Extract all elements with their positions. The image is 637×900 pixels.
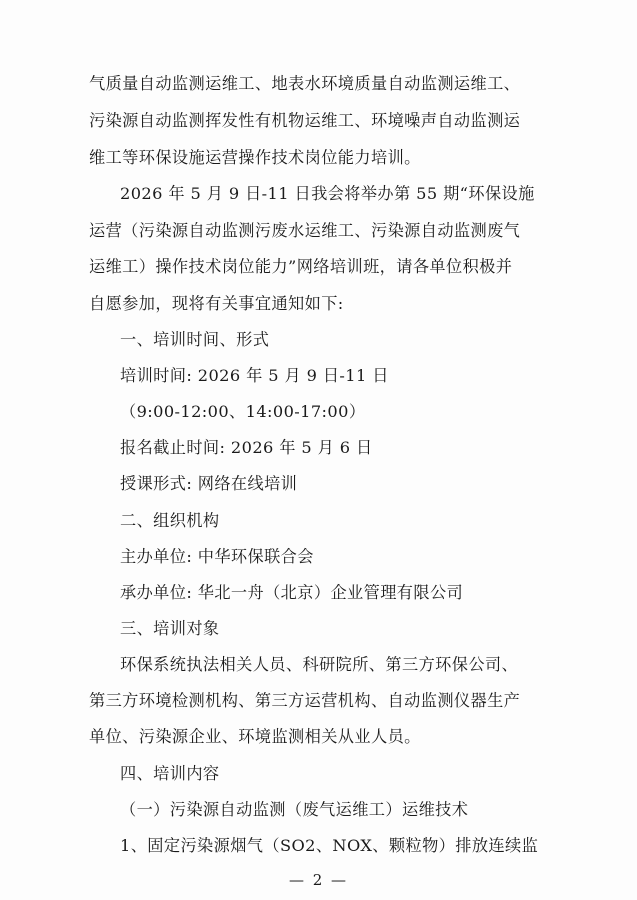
training-hours: （9:00-12:00、14:00-17:00） — [120, 402, 366, 421]
body-line-2: 污染源自动监测挥发性有机物运维工、环境噪声自动监测运 — [89, 111, 521, 130]
body-line-audience-1: 环保系统执法相关人员、科研院所、第三方环保公司、 — [120, 655, 519, 674]
body-line-audience-3: 单位、污染源企业、环境监测相关从业人员。 — [89, 727, 421, 746]
host-organization: 主办单位: 中华环保联合会 — [120, 547, 314, 566]
body-line-1: 气质量自动监测运维工、地表水环境质量自动监测运维工、 — [89, 74, 521, 93]
body-line-7: 自愿参加，现将有关事宜通知如下: — [89, 294, 344, 313]
section-heading-2: 二、组织机构 — [120, 511, 220, 530]
body-line-4: 2026 年 5 月 9 日-11 日我会将举办第 55 期“环保设施 — [120, 184, 535, 203]
section-heading-4: 四、培训内容 — [120, 764, 220, 783]
subsection-heading-1: （一）污染源自动监测（废气运维工）运维技术 — [120, 800, 469, 819]
section-heading-1: 一、培训时间、形式 — [120, 330, 270, 349]
training-time: 培训时间: 2026 年 5 月 9 日-11 日 — [120, 366, 389, 385]
teaching-format: 授课形式: 网络在线培训 — [120, 474, 298, 493]
body-line-3: 维工等环保设施运营操作技术岗位能力培训。 — [89, 148, 421, 167]
body-line-6: 运维工）操作技术岗位能力”网络培训班，请各单位积极并 — [89, 257, 513, 276]
body-line-audience-2: 第三方环境检测机构、第三方运营机构、自动监测仪器生产 — [89, 691, 521, 710]
body-line-5: 运营（污染源自动监测污废水运维工、污染源自动监测废气 — [89, 221, 521, 240]
page-number: — 2 — — [288, 871, 349, 889]
organizer: 承办单位: 华北一舟（北京）企业管理有限公司 — [120, 583, 464, 602]
body-line-content-1: 1、固定污染源烟气（SO2、NOX、颗粒物）排放连续监 — [120, 836, 539, 855]
registration-deadline: 报名截止时间: 2026 年 5 月 6 日 — [120, 438, 373, 457]
section-heading-3: 三、培训对象 — [120, 619, 220, 638]
